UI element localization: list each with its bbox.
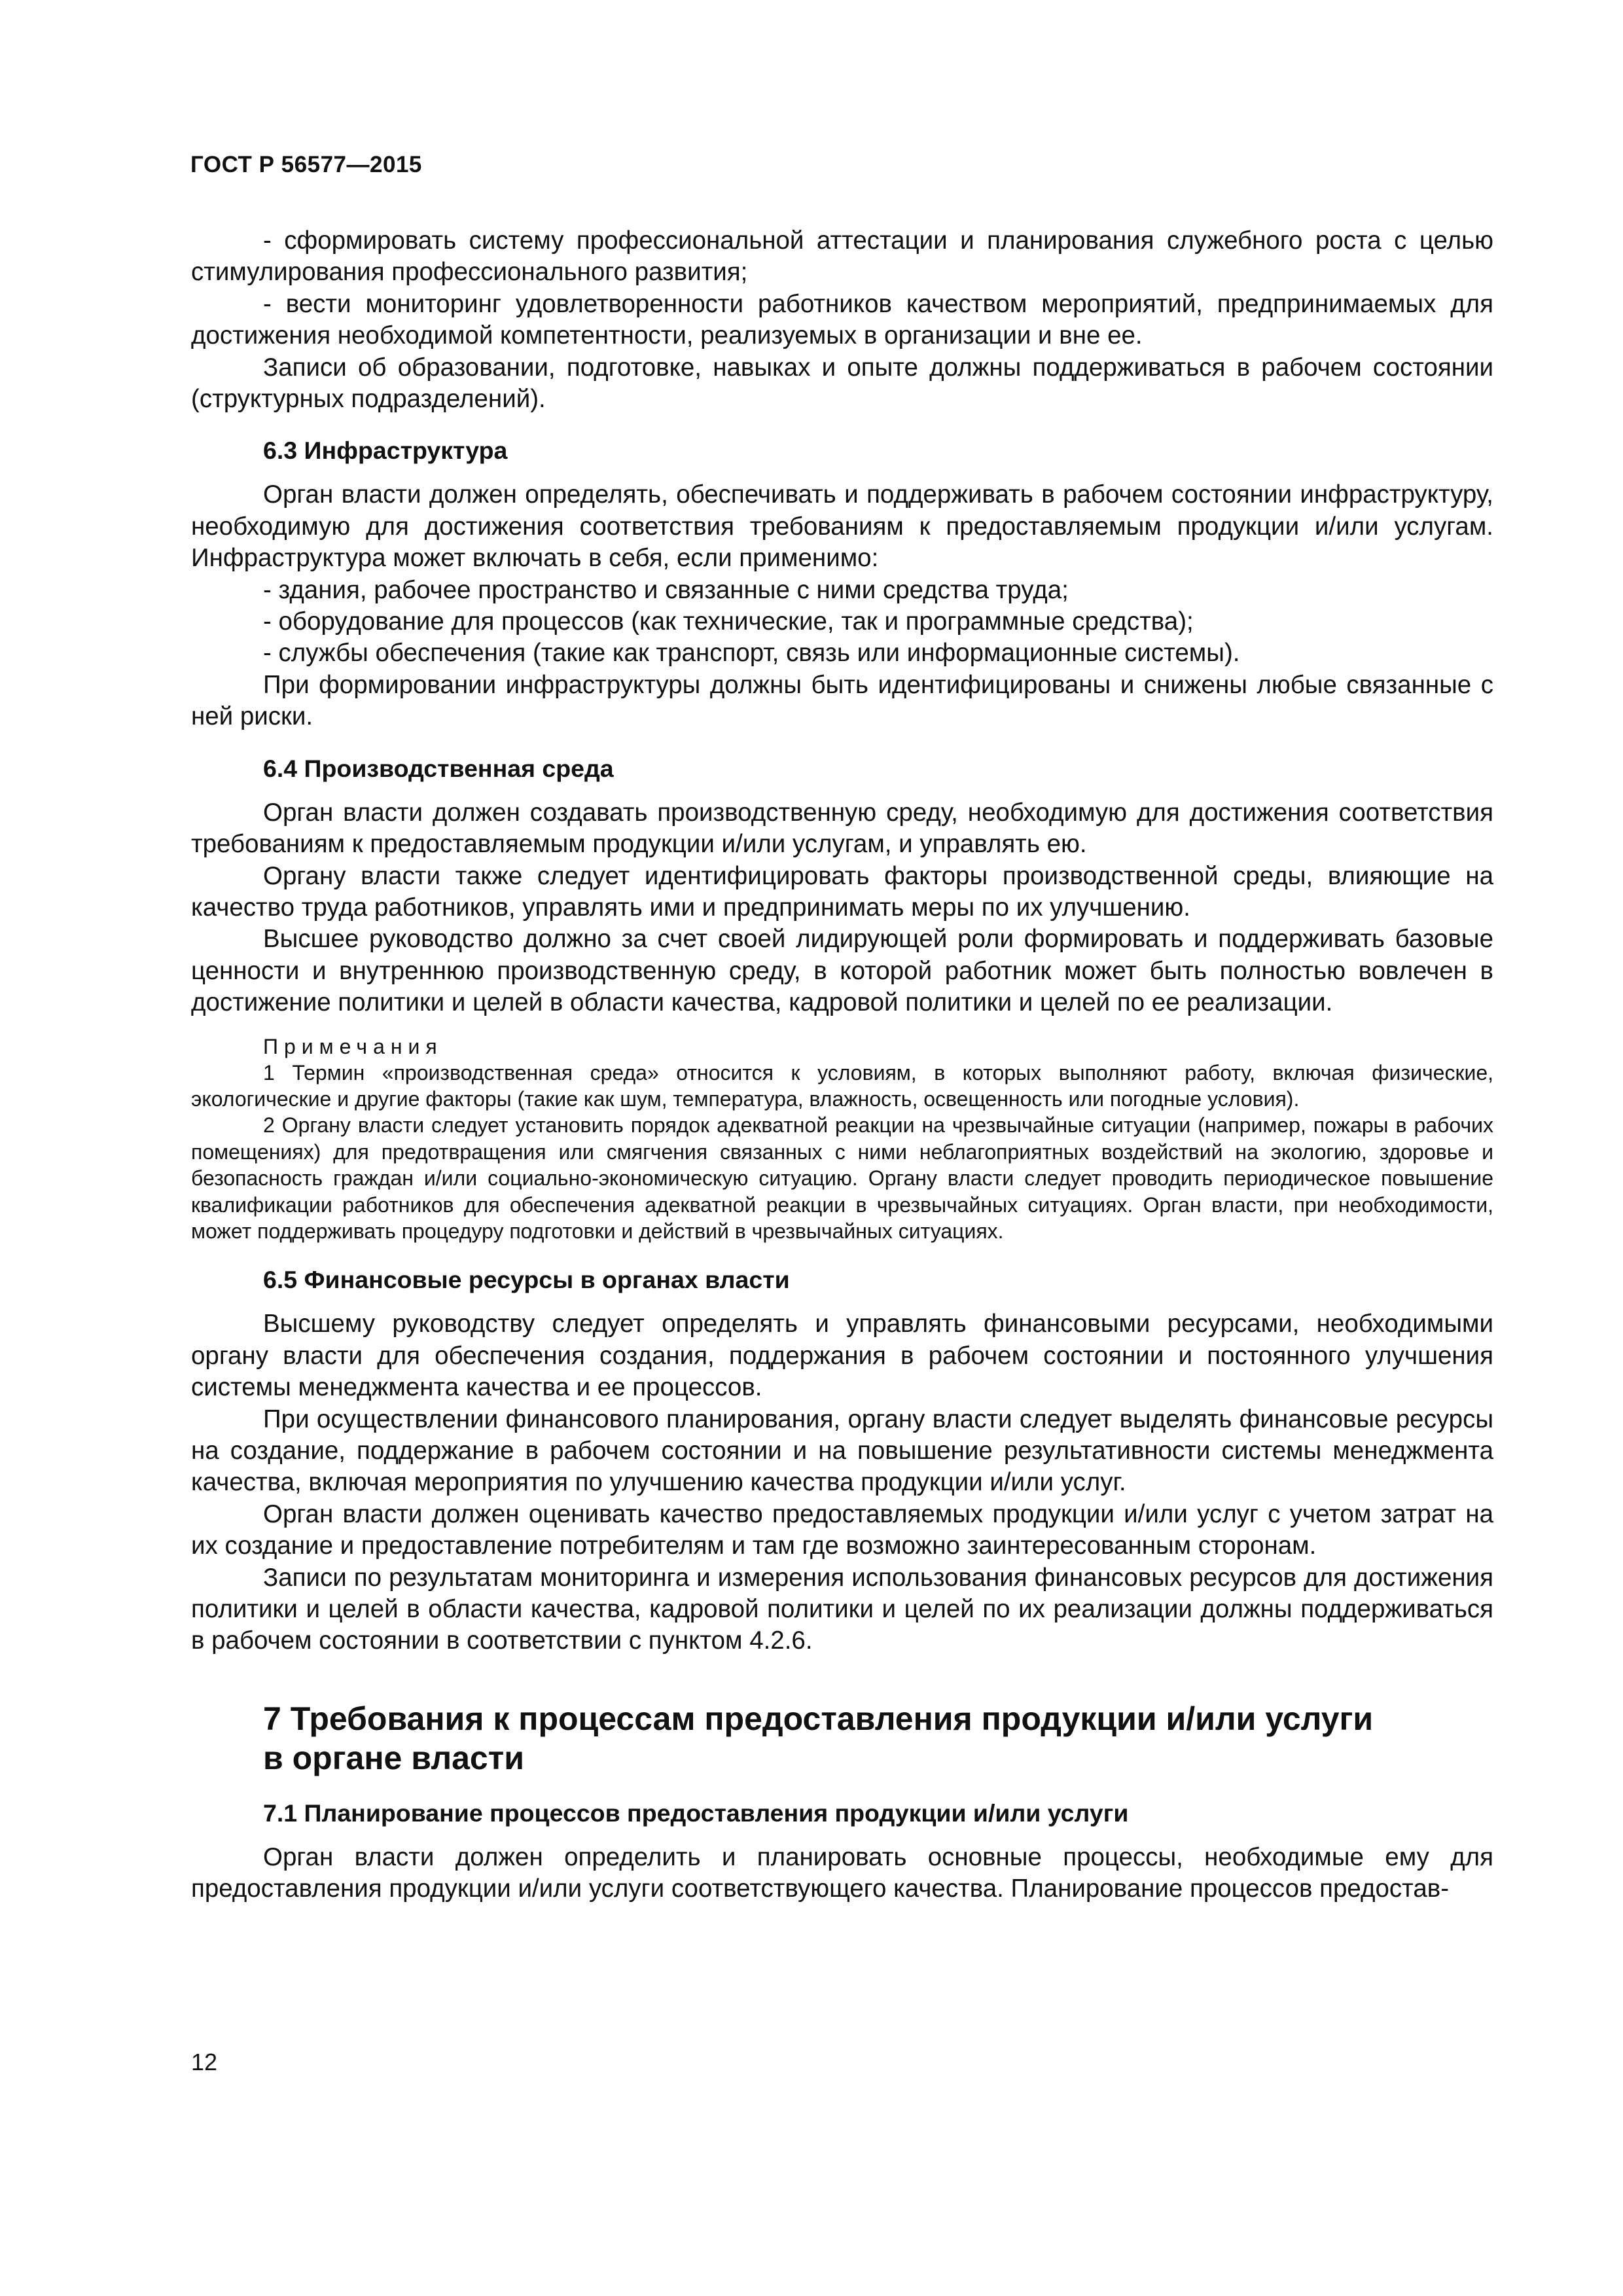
section-7-1-heading: 7.1 Планирование процессов предоставления продукции и/или услуги — [263, 1799, 1129, 1827]
note-item: 1 Термин «производственная среда» относится к условиям, в которых выполняют работу, включая физические, экологические и другие факторы (такие как шум, температура, влажность, освещенность или погодные условия). — [191, 1060, 1493, 1111]
note-item: 2 Органу власти следует установить порядок адекватной реакции на чрезвычайные ситуации (например, пожары в рабочих помещениях) для предотвращения или смягчения связанных с ними неблагоприятных воздействий на экологию, здоровье и безопасность граждан и/или социально-экономическую ситуацию. Органу власти следует проводить периодическое повышение квалификации работников для обеспечения адекватной реакции в чрезвычайных ситуациях. Орган власти, при необходимости, может поддерживать процедуру подготовки и действий в чрезвычайных ситуациях. — [191, 1113, 1493, 1243]
notes-title: Примечания — [263, 1034, 443, 1058]
section-6-5-heading: 6.5 Финансовые ресурсы в органах власти — [263, 1266, 790, 1294]
section-6-5-paragraph: Орган власти должен оценивать качество предоставляемых продукции и/или услуг с учетом затрат на их создание и предоставление потребителям и там где возможно заинтересованным сторонам. — [191, 1499, 1493, 1560]
section-6-5-paragraph: При осуществлении финансового планирования, органу власти следует выделять финансовые ресурсы на создание, поддержание в рабочем состоянии и на повышение результативности системы менеджмента качества, включая мероприятия по улучшению качества продукции и/или услуг. — [191, 1405, 1493, 1497]
standard-code: ГОСТ Р 56577—2015 — [190, 152, 422, 177]
section-6-3-list-item: - здания, рабочее пространство и связанные с ними средства труда; — [263, 575, 1069, 604]
section-6-4-paragraph: Высшее руководство должно за счет своей лидирующей роли формировать и поддерживать базовые ценности и внутреннюю производственную среду, в которой работник может быть полностью вовлечен в достижение политики и целей в области качества, кадровой политики и целей по ее реализации. — [191, 925, 1493, 1017]
page-content — [191, 225, 1493, 1905]
intro-paragraph: Записи об образовании, подготовке, навыках и опыте должны поддерживаться в рабочем состоянии (структурных подразделений). — [191, 353, 1493, 414]
section-6-3-heading: 6.3 Инфраструктура — [263, 437, 508, 465]
section-7-heading-line-2: в органе власти — [263, 1739, 524, 1776]
section-6-3-list-item: - службы обеспечения (такие как транспорт, связь или информационные системы). — [263, 639, 1240, 668]
section-6-5-paragraph: Высшему руководству следует определять и управлять финансовыми ресурсами, необходимыми органу власти для обеспечения создания, поддержания в рабочем состоянии и постоянного улучшения системы менеджмента качества и ее процессов. — [191, 1310, 1493, 1402]
section-6-3-list-item: - оборудование для процессов (как технические, так и программные средства); — [263, 607, 1194, 636]
section-6-4-paragraph: Орган власти должен создавать производственную среду, необходимую для достижения соответствия требованиям к предоставляемым продукции и/или услугам, и управлять ею. — [191, 798, 1493, 859]
section-6-4-paragraph: Органу власти также следует идентифицировать факторы производственной среды, влияющие на качество труда работников, управлять ими и предпринимать меры по их улучшению. — [191, 861, 1493, 922]
section-6-4-heading: 6.4 Производственная среда — [263, 754, 614, 782]
section-7-heading — [263, 1699, 1493, 1778]
section-7-heading-line-1: 7 Требования к процессам предоставления продукции и/или услуги — [263, 1700, 1374, 1737]
intro-paragraph: - сформировать систему профессиональной аттестации и планирования служебного роста с целью стимулирования профессионального развития; — [191, 226, 1493, 287]
page-number: 12 — [191, 2049, 218, 2075]
intro-paragraph: - вести мониторинг удовлетворенности работников качеством мероприятий, предпринимаемых для достижения необходимой компетентности, реализуемых в организации и вне ее. — [191, 289, 1493, 350]
section-6-3-paragraph: При формировании инфраструктуры должны быть идентифицированы и снижены любые связанные с ней риски. — [191, 670, 1493, 731]
section-7-1-paragraph: Орган власти должен определить и планировать основные процессы, необходимые ему для предоставления продукции и/или услуги соответствующего качества. Планирование процессов предостав- — [191, 1842, 1493, 1903]
section-6-5-paragraph: Записи по результатам мониторинга и измерения использования финансовых ресурсов для достижения политики и целей в области качества, кадровой политики и целей по их реализации должны поддерживаться в рабочем состоянии в соответствии с пунктом 4.2.6. — [191, 1563, 1493, 1655]
section-6-3-paragraph: Орган власти должен определять, обеспечивать и поддерживать в рабочем состоянии инфраструктуру, необходимую для достижения соответствия требованиям к предоставляемым продукции и/или услугам. Инфраструктура может включать в себя, если применимо: — [191, 480, 1493, 573]
